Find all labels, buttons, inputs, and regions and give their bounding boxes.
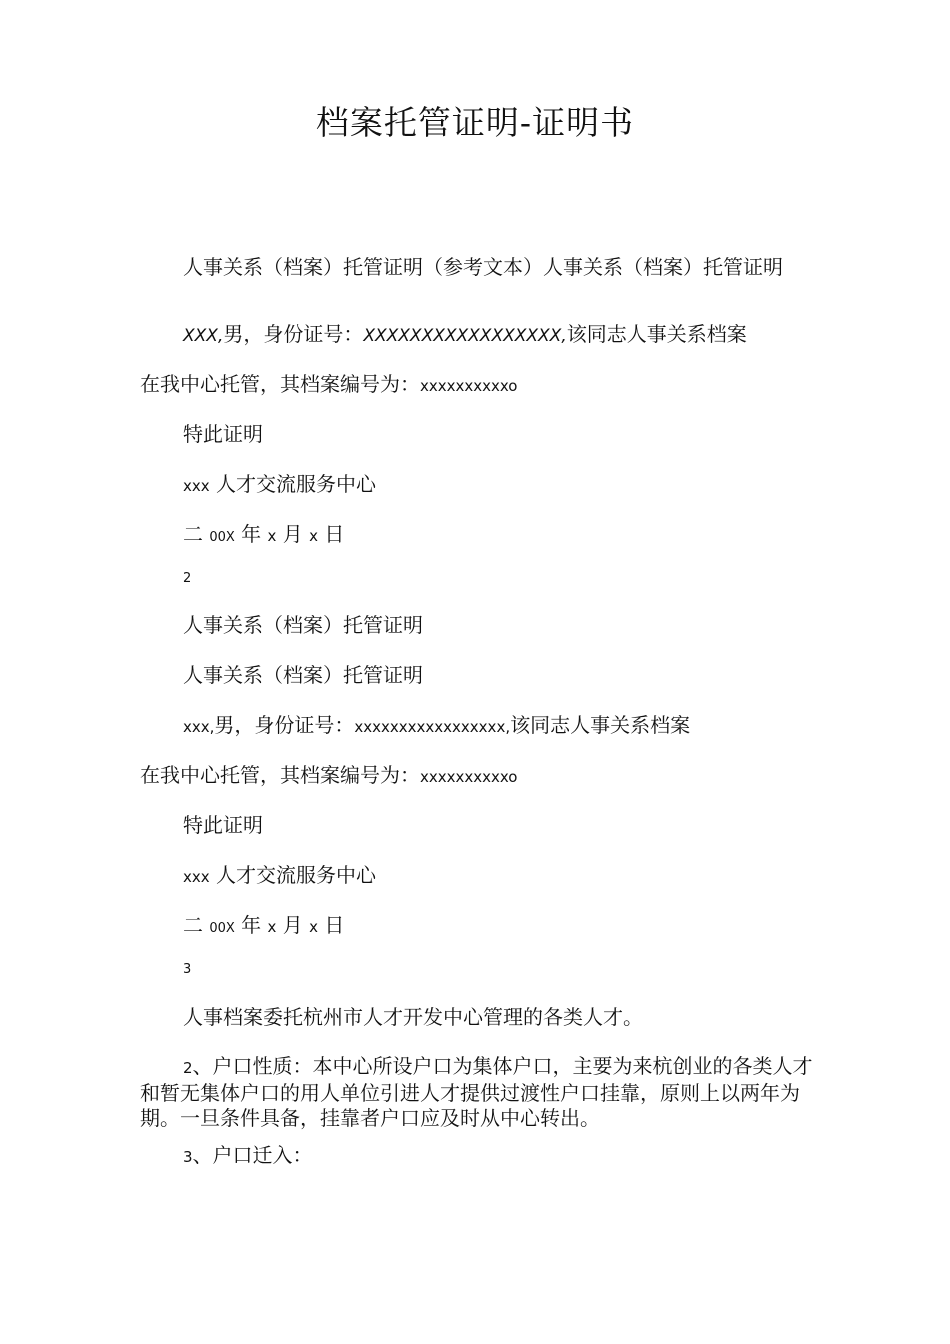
name-placeholder: XXX,: [183, 326, 224, 346]
id-number-placeholder: xxxxxxxxxxxxxxxxx,: [354, 718, 511, 736]
archive-number-placeholder: xxxxxxxxxxo: [420, 377, 518, 395]
section2-heading-2: 人事关系（档案）托管证明: [183, 663, 423, 687]
section2-archive-line: [140, 762, 518, 790]
page-number: 2: [183, 571, 192, 586]
date-part: 月: [282, 913, 303, 937]
item-text: 、户口迁入：: [192, 1143, 313, 1167]
org-placeholder: xxx: [183, 868, 210, 886]
item-number: 3: [183, 1148, 193, 1166]
section2-id-line: [183, 712, 690, 740]
name-placeholder: xxx,: [183, 718, 215, 736]
date-part: 二: [183, 522, 203, 546]
date-part: 年: [241, 522, 262, 546]
id-number-placeholder: XXXXXXXXXXXXXXXXX,: [363, 326, 567, 346]
org-name: 人才交流服务中心: [216, 863, 376, 887]
item-number: 2: [183, 1059, 193, 1077]
date-part: 日: [324, 522, 345, 546]
date-day-placeholder: x: [309, 527, 319, 545]
page-number: 3: [183, 962, 192, 977]
gender-id-label: 男，身份证号：: [223, 322, 364, 346]
document-title: 档案托管证明-证明书: [315, 103, 635, 142]
org-placeholder: xxx: [183, 477, 210, 495]
date-year-placeholder: 00X: [209, 921, 235, 936]
section2-organization: [183, 862, 376, 890]
date-part: 日: [324, 913, 345, 937]
archive-number-placeholder: xxxxxxxxxxo: [420, 768, 518, 786]
section1-organization: [183, 471, 376, 499]
archive-text: 该同志人事关系档案: [566, 322, 747, 346]
archive-text: 该同志人事关系档案: [510, 713, 691, 737]
date-month-placeholder: x: [267, 527, 277, 545]
gender-id-label: 男，身份证号：: [214, 713, 355, 737]
date-day-placeholder: x: [309, 918, 319, 936]
archive-number-label: 在我中心托管，其档案编号为：: [140, 372, 420, 396]
date-part: 月: [282, 522, 303, 546]
section1-id-line: [183, 321, 747, 349]
section2-heading-1: 人事关系（档案）托管证明: [183, 613, 423, 637]
archive-number-label: 在我中心托管，其档案编号为：: [140, 763, 420, 787]
section2-proof: 特此证明: [183, 813, 263, 837]
date-part: 二: [183, 913, 203, 937]
section2-date: [183, 912, 344, 942]
org-name: 人才交流服务中心: [216, 472, 376, 496]
date-year-placeholder: 00X: [209, 530, 235, 545]
item-text: 、户口性质：本中心所设户口为集体户口，主要为来杭创业的各类人才和暂无集体户口的用人单位引进人才提供过渡性户口挂靠，原则上以两年为期。一旦条件具备，挂靠者户口应及时从中心转出。: [140, 1054, 813, 1130]
section1-archive-line: [140, 371, 518, 399]
section3-item-3: [183, 1142, 313, 1170]
section3-item-2: [140, 1054, 820, 1131]
section1-date: [183, 521, 344, 551]
date-month-placeholder: x: [267, 918, 277, 936]
date-part: 年: [241, 913, 262, 937]
section1-heading: 人事关系（档案）托管证明（参考文本）人事关系（档案）托管证明: [183, 255, 783, 279]
section3-intro: 人事档案委托杭州市人才开发中心管理的各类人才。: [183, 1005, 643, 1029]
section1-proof: 特此证明: [183, 422, 263, 446]
